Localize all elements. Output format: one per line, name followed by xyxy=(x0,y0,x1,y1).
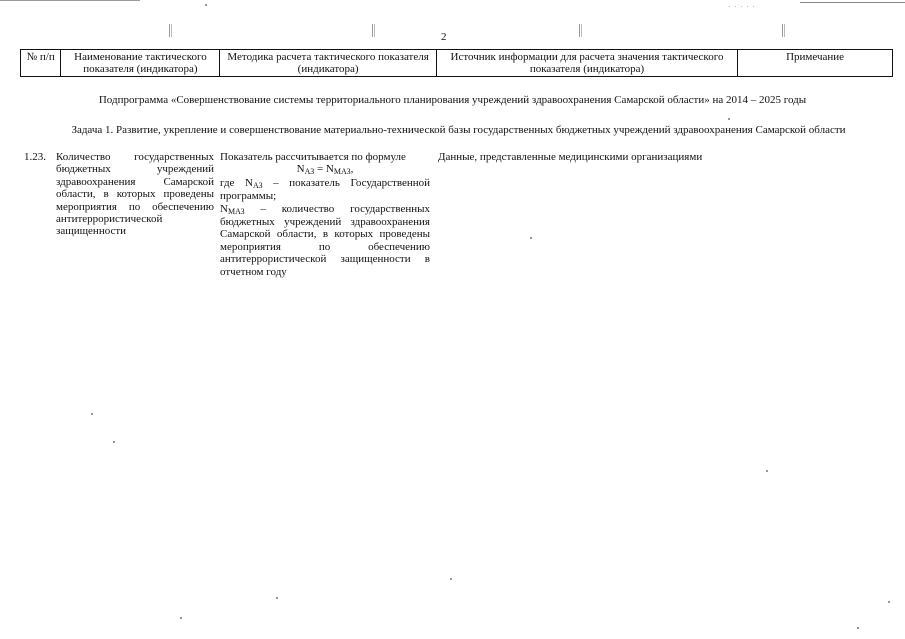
header-col-method: Методика расчета тактического показателя (индикатора) xyxy=(220,50,436,77)
scan-speck xyxy=(728,118,730,120)
scan-edge-line-right xyxy=(800,2,905,3)
row-number: 1.23. xyxy=(24,151,46,163)
header-row xyxy=(21,50,893,77)
scan-speck xyxy=(180,617,182,619)
scan-speck xyxy=(91,413,93,415)
header-col-number: № п/п xyxy=(21,50,61,77)
calculation-method xyxy=(220,151,430,278)
task-title xyxy=(0,124,905,136)
scan-artifact-dots: · · · · · xyxy=(728,3,756,11)
scan-speck xyxy=(888,601,890,603)
scan-speck xyxy=(205,4,207,6)
scan-edge-line-left xyxy=(0,0,140,1)
scan-speck xyxy=(857,627,859,629)
table-header xyxy=(20,49,893,77)
information-source: Данные, представленные медицинскими организациями xyxy=(438,151,703,163)
page-number: 2 xyxy=(441,31,447,43)
column-marker xyxy=(372,24,375,37)
indicator-name: Количество государственных бюджетных учреждений здравоохранения Самарской области, в которых проведены мероприятия по обеспечению антитеррористической защищенности xyxy=(56,151,214,238)
scan-speck xyxy=(530,237,532,239)
definition-nmaz: $N_{МАЗ}$ – количество государственных бюджетных учреждений здравоохранения Самарской области, в которых проведены мероприятия по обеспечению антитеррористической защищенности в отчетном году xyxy=(220,202,430,278)
definition-naz: где $N_{АЗ}$ – показатель Государственной программы; xyxy=(220,176,430,203)
method-intro: Показатель рассчитывается по формуле xyxy=(220,151,406,163)
task-text: Задача 1. Развитие, укрепление и совершенствование материально-технической базы государственных бюджетных учреждений здравоохранения Самарской области xyxy=(71,124,846,136)
scan-top-border xyxy=(0,0,905,1)
column-marker xyxy=(169,24,172,37)
scan-speck xyxy=(450,578,452,580)
formula: $N_{АЗ} = N_{МАЗ}$, xyxy=(296,163,354,177)
header-col-note: Примечание xyxy=(738,50,893,77)
subprogram-title: Подпрограмма «Совершенствование системы территориального планирования учреждений здравоохранения Самарской области» на 2014 – 2025 годы xyxy=(98,94,807,106)
header-col-source: Источник информации для расчета значения тактического показателя (индикатора) xyxy=(436,50,737,77)
scan-speck xyxy=(766,470,768,472)
scan-speck xyxy=(276,597,278,599)
scan-speck xyxy=(113,441,115,443)
column-marker xyxy=(782,24,785,37)
header-col-name: Наименование тактического показателя (индикатора) xyxy=(61,50,220,77)
column-marker xyxy=(579,24,582,37)
